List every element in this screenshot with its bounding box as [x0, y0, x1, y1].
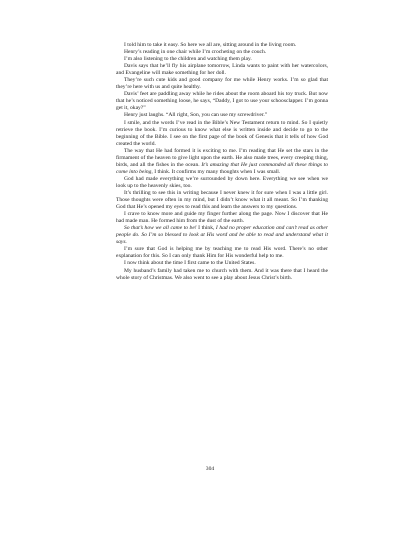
text-run: Davis’ feet are paddling away while he rides about the room aboard his toy truck. But now that he’s noticed something loose, he says, “Daddy, I got to use your schoosclapper. I’m gonna get it, okay?” — [116, 91, 328, 112]
paragraph — [116, 246, 328, 260]
paragraph — [116, 63, 328, 77]
text-run: God had made everything we’re surrounded by down here. Everything we see when we look up to the heavenly skies, too. — [116, 175, 328, 189]
text-run: I crave to know more and guide my finger further along the page. Now I discover that He had made man. He formed him from the dust of the earth. — [116, 211, 328, 225]
paragraph — [116, 225, 328, 246]
text-run: The way that He had formed it is exciting to me. I’m reading that He set the stars in the firmament of the heaven to give light upon the earth. He also made trees, every creeping thing, birds, and all the fishes in the ocean. — [116, 147, 328, 168]
paragraph — [116, 77, 328, 91]
paragraph — [116, 49, 328, 56]
text-run: They’re such cute kids and good company for me while Henry works. I’m so glad that they’re here with us and quite healthy. — [116, 77, 328, 91]
text-run: I told him to take it easy. So here we all are, sitting around in the living room. — [124, 42, 297, 48]
text-run: I’m also listening to the children and watching them play. — [124, 56, 252, 63]
italic-text: So that’s how we all came to be! — [124, 225, 197, 232]
page-number: 304 — [205, 466, 215, 472]
text-run: Henry’s reading in one chair while I’m crocheting on the couch. — [124, 49, 267, 56]
italic-text: It’s amazing that He just commanded all these things to come into being, — [116, 161, 328, 175]
text-run: I think, — [196, 225, 216, 232]
text-run: I now think about the time I first came to the United States. — [124, 260, 256, 267]
paragraph — [116, 190, 328, 211]
paragraph — [116, 211, 328, 225]
text-run: I think. It confirms my many thoughts when I was small. — [152, 168, 281, 175]
text-run: I’m sure that God is helping me by teaching me to read His word. There’s no other explanation for this. So I can only thank Him for His wonderful help to me. — [116, 246, 328, 260]
text-run: My husband’s family had taken me to church with them. And it was there that I heard the whole story of Christmas. We also went to see a play about Jesus Christ’s birth. — [116, 267, 328, 281]
paragraph — [116, 42, 328, 49]
text-run: It’s thrilling to see this in writing because I never knew it for sure when I was a little girl. Those thoughts were often in my mind, but I didn’t know what it all meant. So I’m thanking God that He’s opened my eyes to read this and learn the answers to my questions. — [116, 189, 328, 211]
paragraph — [116, 112, 328, 119]
paragraph — [116, 260, 328, 267]
body-text — [116, 42, 328, 282]
paragraph — [116, 91, 328, 112]
paragraph — [116, 148, 328, 176]
text-run: Henry just laughs. “All right, Son, you can use my screwdriver.” — [124, 112, 268, 119]
text-run: I smile, and the words I’ve read in the Bible’s New Testament return to mind. So I quietly retrieve the book. I’m curious to know what else is written inside and decide to go to the beginning of the Bible. I see on the first page of the book of Genesis that it tells of how God created the world. — [116, 119, 328, 147]
paragraph — [116, 120, 328, 148]
paragraph — [116, 176, 328, 190]
text-run: Davis says that he’ll fly his airplane tomorrow, Linda wants to paint with her watercolors, and Evangeline will make something for her doll. — [116, 63, 328, 77]
italic-text: I had no proper education and can’t read as other people do. So I’m so blessed to look at His word and be able to read and understand what it says. — [116, 225, 329, 246]
paragraph — [116, 268, 328, 282]
